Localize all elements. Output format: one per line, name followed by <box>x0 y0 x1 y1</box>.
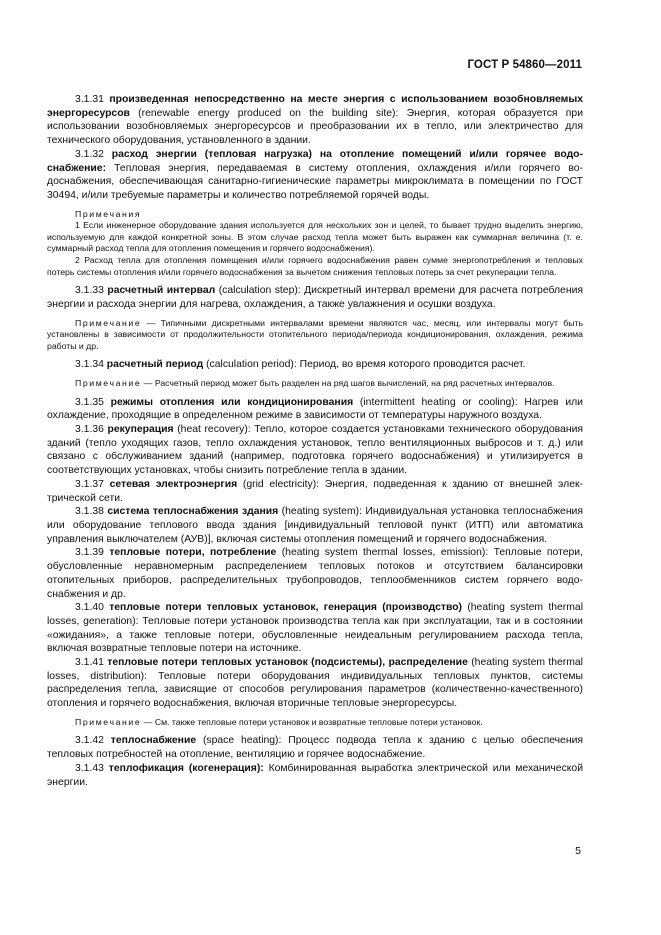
note-3-1-41: Примечание — См. также тепловые потери установок и возвратные тепловые потери установок. <box>75 716 483 727</box>
entry-number: 3.1.31 <box>75 94 110 105</box>
term: тепловые потери, потребление <box>109 547 277 559</box>
note-1: 1 Если инженерное оборудование здания используется для нескольких зон и целей, то бывает трудно выделить энергию, используемую для каждой конкретной зоны. В этом случае расход тепла может быть выражен как суммарная величина (т. е. суммарный расход тепла для отопления помещения и горячего водоснабжения). <box>47 220 583 254</box>
entry-3-1-32 <box>47 148 583 203</box>
definition: (calculation period): Период, во время которого проводится расчет. <box>203 359 526 371</box>
term: тепловые потери тепловых установок (подсистемы), распределение <box>107 657 468 669</box>
entry-3-1-33 <box>47 284 583 311</box>
entry-number: 3.1.41 <box>75 657 108 669</box>
entry-3-1-38 <box>47 505 583 546</box>
entry-3-1-40 <box>47 601 583 656</box>
entry-number: 3.1.32 <box>75 148 112 160</box>
term: теплофикация (когенерация): <box>108 762 264 774</box>
definition: (calculation step): Дискретный интервал времени для расчета потребления энергии и расхода энергии для нагрева, охлаждения, а также увлажнения и осушки воздуха. <box>47 285 583 310</box>
entry-number: 3.1.39 <box>75 547 110 559</box>
term: расчетный интервал <box>107 285 216 297</box>
term: система теплоснабжения здания <box>107 506 279 518</box>
entry-number: 3.1.35 <box>75 396 111 408</box>
entry-number: 3.1.33 <box>75 285 108 297</box>
entry-3-1-31 <box>47 93 583 148</box>
definition: (heating system thermal losses, generation): Тепловые потери установок производства тепла как при эксплуатации, так и в состоянии «ожидания», а также тепловые потери, обусловленные неидеальным регулированием расхода тепла, включая возвратные тепловые потери на источнике. <box>47 602 584 655</box>
definition: (heating system thermal losses, distribution): Тепловые потери оборудования индивидуальных тепловых пунктов, системы распределения тепла, зависящие от способов регулирования параметров (количественно-качественного) отопления и горячего водоснабжения, включая вторичные тепловые энергоресурсы. <box>47 657 583 710</box>
notes-heading: Примечания <box>75 208 142 219</box>
note-2: 2 Расход тепла для отопления помещения и/или горячего водоснабжения равен сумме энергопотребления и тепловых потерь системы отопления и/или горячего водоснабжения за вычетом снижения тепловых потерь за счет рекуперации тепла. <box>47 255 583 277</box>
entry-number: 3.1.43 <box>75 762 109 774</box>
document-body <box>47 93 583 789</box>
term: тепловые потери тепловых установок, генерация (производство) <box>109 602 463 614</box>
standard-code: ГОСТ Р 54860—2011 <box>467 59 582 71</box>
term: сетевая электроэнергия <box>109 478 238 490</box>
definition: (grid electricity): Энергия, подведенная к зданию от внешней электрической сети. <box>47 478 583 504</box>
term: рекуперация <box>107 424 174 436</box>
entry-number: 3.1.36 <box>75 424 108 436</box>
definition: Комбинированная выработка электрической или механической энергии. <box>47 762 584 788</box>
definition: Тепловая энергия, передаваемая в систему отопления, охлаждения и/или горячего водоснабжения, обеспечивающая санитарно-гигиенические параметры микроклимата в помещении по ГОСТ 30494, и/или требуемые параметры и количество потребляемой горячей воды. <box>47 162 583 201</box>
definition: (heating system thermal losses, emission): Тепловые потери, обусловленные неравномерным распределением тепловых потоков и отсутствием балансировки отопительных приборов, распределительных трубопроводов, теплообменников систем горячего водоснабжения и др. <box>47 547 583 600</box>
entry-3-1-35 <box>47 396 583 423</box>
note-3-1-33: Примечание — Типичными дискретными интервалами времени являются час, месяц, или интервалы могут быть установлены в зависимости от продолжительности отопительного периода/периода кондиционирования, охлаждения, режима работы и др. <box>47 317 583 351</box>
entry-number: 3.1.42 <box>75 735 111 747</box>
entry-3-1-36 <box>47 423 583 478</box>
entry-3-1-37 <box>47 478 583 505</box>
term: расход энергии (тепловая нагрузка) на отопление помещений и/или горячее водоснабжение: <box>47 148 583 174</box>
definition: (renewable energy produced on the building site): Энергия, которая образуется при использовании возобновляемых энергоресурсов и преобразовании их в тепло, или электричество для технического оборудования, установленного в здании. <box>47 107 583 147</box>
term: режимы отопления или кондиционирования <box>110 396 354 408</box>
entry-number: 3.1.37 <box>75 478 110 490</box>
term: произведенная непосредственно на месте энергия с использованием возобновляемых энергоресурсов <box>47 94 583 119</box>
term: расчетный период <box>106 359 204 371</box>
definition: (heating system): Индивидуальная установка теплоснабжения или оборудование теплового ввода здания [индивидуальный тепловой пункт (ИТП) или автоматика управления выключателем (АУВ)], включая системы отопления помещений и горячего водоснабжения. <box>47 506 583 545</box>
entry-3-1-42 <box>47 734 583 761</box>
entry-3-1-39 <box>47 546 583 601</box>
entry-number: 3.1.34 <box>75 359 107 371</box>
page-number: 5 <box>575 845 581 857</box>
definition: (space heating): Процесс подвода тепла к зданию с целью обеспечения тепловых потребностей на отопление, вентиляцию и горячее водоснабжение. <box>47 735 584 761</box>
definition: (heat recovery): Тепло, которое создается установками технического оборудования зданий (тепло уходящих газов, тепло охлаждения установок, тепло вентиляционных выбросов и т. д.) или связано с обслуживанием зданий (например, подготовка горячего водоснабжения) и утилизируется в соответствующих установках, чтобы снизить потребление тепла в здании. <box>47 424 583 477</box>
note-3-1-34: Примечание — Расчетный период может быть разделен на ряд шагов вычислений, на ряд расчетных интервалов. <box>75 378 555 389</box>
definition: (intermittent heating or cooling): Нагрев или охлаждение, проходящие в определенном режиме в зависимости от температуры наружного воздуха. <box>47 396 583 422</box>
entry-3-1-41 <box>47 656 583 711</box>
entry-3-1-34 <box>47 358 583 372</box>
entry-number: 3.1.38 <box>75 506 108 518</box>
term: теплоснабжение <box>110 735 197 747</box>
entry-number: 3.1.40 <box>75 602 110 614</box>
entry-3-1-43 <box>47 762 583 789</box>
